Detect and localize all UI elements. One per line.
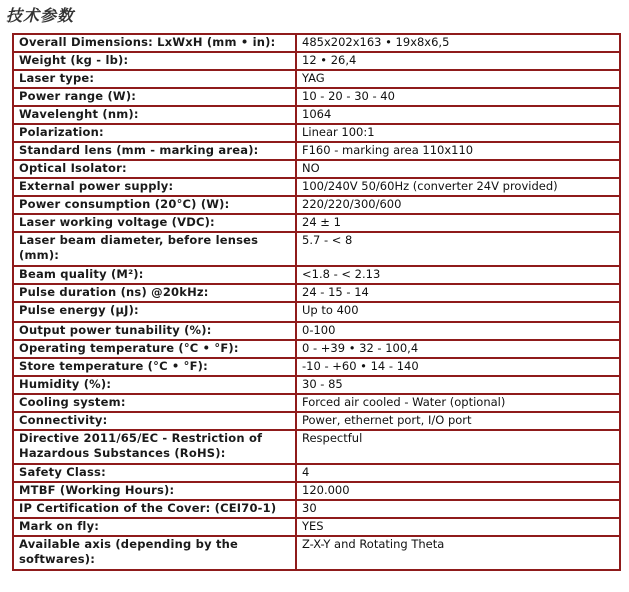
spec-label: Pulse duration (ns) @20kHz:: [13, 284, 296, 302]
table-row: [13, 88, 620, 106]
table-row: [13, 52, 620, 70]
spec-label: Polarization:: [13, 124, 296, 142]
spec-value: F160 - marking area 110x110: [296, 142, 620, 160]
spec-label: Beam quality (M²):: [13, 266, 296, 284]
spec-value: 0-100: [296, 322, 620, 340]
spec-label: Weight (kg - lb):: [13, 52, 296, 70]
table-row: [13, 284, 620, 302]
spec-label: Wavelenght (nm):: [13, 106, 296, 124]
spec-label: Operating temperature (°C • °F):: [13, 340, 296, 358]
table-row: [13, 196, 620, 214]
table-row: [13, 394, 620, 412]
spec-value: 120.000: [296, 482, 620, 500]
spec-label: Standard lens (mm - marking area):: [13, 142, 296, 160]
spec-label: Output power tunability (%):: [13, 322, 296, 340]
spec-label: Laser beam diameter, before lenses (mm):: [13, 232, 296, 266]
spec-label: Safety Class:: [13, 464, 296, 482]
spec-label: Directive 2011/65/EC - Restriction of Hazardous Substances (RoHS):: [13, 430, 296, 464]
table-row: [13, 178, 620, 196]
table-row: [13, 302, 620, 322]
spec-label: Humidity (%):: [13, 376, 296, 394]
spec-label: Laser type:: [13, 70, 296, 88]
table-row: [13, 266, 620, 284]
spec-value: Respectful: [296, 430, 620, 464]
section-heading: 技术参数: [6, 6, 75, 25]
table-row: [13, 518, 620, 536]
spec-label: Power consumption (20°C) (W):: [13, 196, 296, 214]
spec-value: <1.8 - < 2.13: [296, 266, 620, 284]
table-row: [13, 34, 620, 52]
spec-value: 1064: [296, 106, 620, 124]
spec-value: 5.7 - < 8: [296, 232, 620, 266]
table-row: [13, 482, 620, 500]
spec-value: 30 - 85: [296, 376, 620, 394]
table-row: [13, 376, 620, 394]
table-row: [13, 124, 620, 142]
spec-value: 100/240V 50/60Hz (converter 24V provided): [296, 178, 620, 196]
table-row: [13, 464, 620, 482]
spec-label: Connectivity:: [13, 412, 296, 430]
spec-value: 24 ± 1: [296, 214, 620, 232]
spec-value: YES: [296, 518, 620, 536]
table-row: [13, 412, 620, 430]
spec-value: Z-X-Y and Rotating Theta: [296, 536, 620, 570]
spec-label: External power supply:: [13, 178, 296, 196]
table-row: [13, 160, 620, 178]
technical-specs-table: [12, 33, 621, 571]
table-row: [13, 340, 620, 358]
spec-label: Cooling system:: [13, 394, 296, 412]
spec-label: IP Certification of the Cover: (CEI70-1): [13, 500, 296, 518]
spec-label: Pulse energy (μJ):: [13, 302, 296, 322]
spec-label: Overall Dimensions: LxWxH (mm • in):: [13, 34, 296, 52]
table-row: [13, 106, 620, 124]
spec-value: Forced air cooled - Water (optional): [296, 394, 620, 412]
table-row: [13, 430, 620, 464]
spec-value: YAG: [296, 70, 620, 88]
spec-value: Power, ethernet port, I/O port: [296, 412, 620, 430]
spec-value: 30: [296, 500, 620, 518]
spec-label: Available axis (depending by the softwares):: [13, 536, 296, 570]
table-row: [13, 536, 620, 570]
spec-value: 10 - 20 - 30 - 40: [296, 88, 620, 106]
spec-value: 12 • 26,4: [296, 52, 620, 70]
spec-value: 24 - 15 - 14: [296, 284, 620, 302]
spec-label: Store temperature (°C • °F):: [13, 358, 296, 376]
spec-label: Optical Isolator:: [13, 160, 296, 178]
table-row: [13, 358, 620, 376]
spec-value: 485x202x163 • 19x8x6,5: [296, 34, 620, 52]
spec-label: MTBF (Working Hours):: [13, 482, 296, 500]
table-row: [13, 142, 620, 160]
spec-value: 220/220/300/600: [296, 196, 620, 214]
spec-value: 0 - +39 • 32 - 100,4: [296, 340, 620, 358]
table-row: [13, 500, 620, 518]
table-row: [13, 70, 620, 88]
spec-value: Up to 400: [296, 302, 620, 322]
spec-label: Mark on fly:: [13, 518, 296, 536]
spec-value: 4: [296, 464, 620, 482]
table-row: [13, 322, 620, 340]
spec-value: -10 - +60 • 14 - 140: [296, 358, 620, 376]
spec-value: NO: [296, 160, 620, 178]
table-row: [13, 232, 620, 266]
spec-label: Laser working voltage (VDC):: [13, 214, 296, 232]
table-row: [13, 214, 620, 232]
spec-label: Power range (W):: [13, 88, 296, 106]
spec-value: Linear 100:1: [296, 124, 620, 142]
